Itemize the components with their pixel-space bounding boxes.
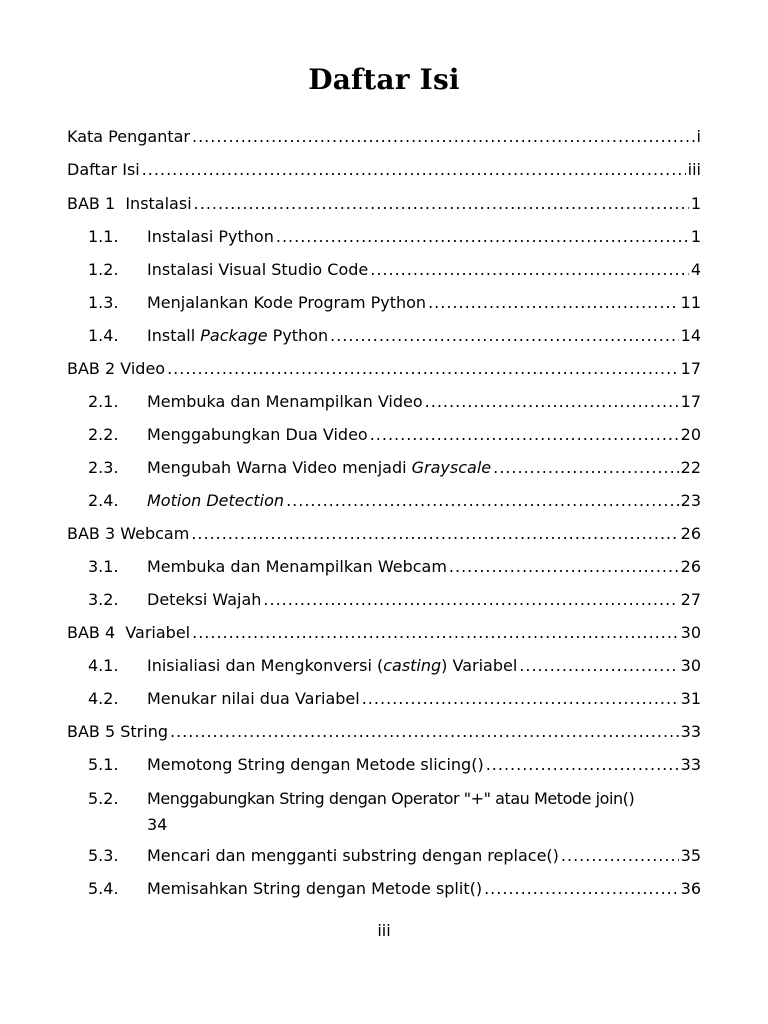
toc-entry-page: 33	[680, 722, 701, 741]
toc-entry-page: 1	[690, 194, 701, 213]
toc-entry-label: Menukar nilai dua Variabel	[147, 689, 360, 708]
dot-leader	[484, 876, 679, 902]
toc-entry-label: Memisahkan String dengan Metode split()	[147, 879, 483, 898]
toc-entry-5-1[interactable]	[88, 752, 701, 778]
toc-entry-5-3[interactable]	[88, 843, 701, 869]
toc-entry-page: iii	[687, 160, 701, 179]
toc-entry-page: 17	[680, 392, 701, 411]
toc-entry-number: 2.3.	[88, 458, 119, 477]
toc-entry-label: BAB 5 String	[67, 722, 168, 741]
dot-leader	[425, 389, 679, 415]
toc-entry-bab-5[interactable]	[67, 719, 701, 745]
toc-entry-number: 1.3.	[88, 293, 119, 312]
toc-entry-page: 35	[680, 846, 701, 865]
label-italic-text: Grayscale	[411, 458, 492, 477]
dot-leader	[330, 323, 679, 349]
toc-entry-page: 27	[680, 590, 701, 609]
toc-entry-label: Deteksi Wajah	[147, 590, 262, 609]
toc-entry-2-1[interactable]	[88, 389, 701, 415]
toc-entry-bab-4[interactable]	[67, 620, 701, 646]
toc-entry-kata-pengantar[interactable]	[67, 124, 701, 150]
toc-entry-page: 14	[680, 326, 701, 345]
dot-leader	[493, 455, 679, 481]
toc-entry-number: 1.1.	[88, 227, 119, 246]
toc-entry-page: 31	[680, 689, 701, 708]
label-italic-text: Package	[200, 326, 268, 345]
toc-entry-number: 2.4.	[88, 491, 119, 510]
label-text: Mengubah Warna Video menjadi	[147, 458, 412, 477]
toc-entry-label: Membuka dan Menampilkan Video	[147, 392, 423, 411]
toc-entry-page: 4	[690, 260, 701, 279]
dot-leader	[486, 752, 679, 778]
toc-entry-1-2[interactable]	[88, 257, 701, 283]
dot-leader	[170, 719, 679, 745]
toc-entry-5-2[interactable]	[88, 786, 701, 838]
dot-leader	[191, 521, 678, 547]
dot-leader	[561, 843, 679, 869]
toc-entry-page: 34	[147, 815, 168, 834]
dot-leader	[370, 257, 689, 283]
toc-entry-label: Instalasi Visual Studio Code	[147, 260, 369, 279]
toc-entry-label: Menggabungkan Dua Video	[147, 425, 368, 444]
label-italic-text: Motion Detection	[147, 491, 285, 510]
toc-entry-page: 20	[680, 425, 701, 444]
page-number-footer: iii	[377, 921, 391, 940]
toc-entry-label: Memotong String dengan Metode slicing()	[147, 755, 484, 774]
toc-entry-2-2[interactable]	[88, 422, 701, 448]
toc-entry-page: 33	[680, 755, 701, 774]
toc-entry-number: 5.2.	[88, 789, 119, 808]
toc-entry-number: 1.2.	[88, 260, 119, 279]
toc-entry-page: 1	[690, 227, 701, 246]
toc-entry-1-1[interactable]	[88, 224, 701, 250]
toc-entry-label: BAB 1 Instalasi	[67, 194, 192, 213]
label-text: Install	[147, 326, 201, 345]
toc-entry-label	[147, 455, 491, 481]
toc-entry-label: BAB 3 Webcam	[67, 524, 190, 543]
toc-entry-2-4[interactable]	[88, 488, 701, 514]
toc-entry-label: Menggabungkan String dengan Operator "+" atau Metode join()	[147, 789, 635, 808]
toc-entry-number: 3.1.	[88, 557, 119, 576]
dot-leader	[167, 356, 679, 382]
toc-entry-4-1[interactable]	[88, 653, 701, 679]
toc-entry-label: Menjalankan Kode Program Python	[147, 293, 427, 312]
toc-entry-1-4[interactable]	[88, 323, 701, 349]
toc-entry-label	[147, 323, 328, 349]
page-title: Daftar Isi	[308, 63, 460, 96]
dot-leader	[142, 157, 686, 183]
toc-entry-page: 23	[680, 491, 701, 510]
dot-leader	[362, 686, 679, 712]
toc-entry-label: BAB 4 Variabel	[67, 623, 191, 642]
toc-entry-page: 36	[680, 879, 701, 898]
label-text: Inisialiasi dan Mengkonversi (	[147, 656, 384, 675]
toc-entry-page: i	[696, 127, 701, 146]
toc-entry-label: Kata Pengantar	[67, 127, 190, 146]
toc-entry-label: Mencari dan mengganti substring dengan replace()	[147, 846, 559, 865]
toc-entry-number: 3.2.	[88, 590, 119, 609]
toc-entry-label: Membuka dan Menampilkan Webcam	[147, 557, 447, 576]
dot-leader	[449, 554, 679, 580]
toc-entry-page: 17	[680, 359, 701, 378]
dot-leader	[370, 422, 679, 448]
toc-entry-5-4[interactable]	[88, 876, 701, 902]
toc-entry-number: 5.3.	[88, 846, 119, 865]
toc-entry-number: 5.4.	[88, 879, 119, 898]
toc-entry-page: 30	[680, 623, 701, 642]
toc-entry-label: Instalasi Python	[147, 227, 274, 246]
toc-entry-bab-2[interactable]	[67, 356, 701, 382]
toc-entry-label	[147, 488, 284, 514]
dot-leader	[192, 620, 679, 646]
dot-leader	[519, 653, 678, 679]
toc-entry-4-2[interactable]	[88, 686, 701, 712]
toc-entry-number: 1.4.	[88, 326, 119, 345]
toc-entry-3-2[interactable]	[88, 587, 701, 613]
dot-leader	[263, 587, 678, 613]
dot-leader	[194, 191, 689, 217]
toc-entry-page: 26	[680, 524, 701, 543]
toc-entry-label	[147, 653, 517, 679]
toc-entry-page: 22	[680, 458, 701, 477]
label-text: Python	[267, 326, 329, 345]
toc-entry-line	[88, 812, 701, 838]
toc-entry-number: 4.1.	[88, 656, 119, 675]
toc-entry-number: 4.2.	[88, 689, 119, 708]
label-text: ) Variabel	[441, 656, 518, 675]
toc-entry-number: 2.1.	[88, 392, 119, 411]
dot-leader	[192, 124, 695, 150]
toc-entry-page: 11	[680, 293, 701, 312]
toc-entry-page: 26	[680, 557, 701, 576]
toc-entry-number: 5.1.	[88, 755, 119, 774]
toc-entry-1-3[interactable]	[88, 290, 701, 316]
dot-leader	[428, 290, 679, 316]
toc-entry-bab-3[interactable]	[67, 521, 701, 547]
toc-entry-label: Daftar Isi	[67, 160, 140, 179]
label-italic-text: casting	[383, 656, 442, 675]
toc-entry-3-1[interactable]	[88, 554, 701, 580]
toc-entry-page: 30	[680, 656, 701, 675]
toc-entry-daftar-isi[interactable]	[67, 157, 701, 183]
dot-leader	[276, 224, 689, 250]
toc-entry-bab-1[interactable]	[67, 191, 701, 217]
toc-entry-number: 2.2.	[88, 425, 119, 444]
toc-entry-label: BAB 2 Video	[67, 359, 166, 378]
dot-leader	[286, 488, 679, 514]
toc-entry-line	[88, 786, 701, 812]
toc-entry-2-3[interactable]	[88, 455, 701, 481]
